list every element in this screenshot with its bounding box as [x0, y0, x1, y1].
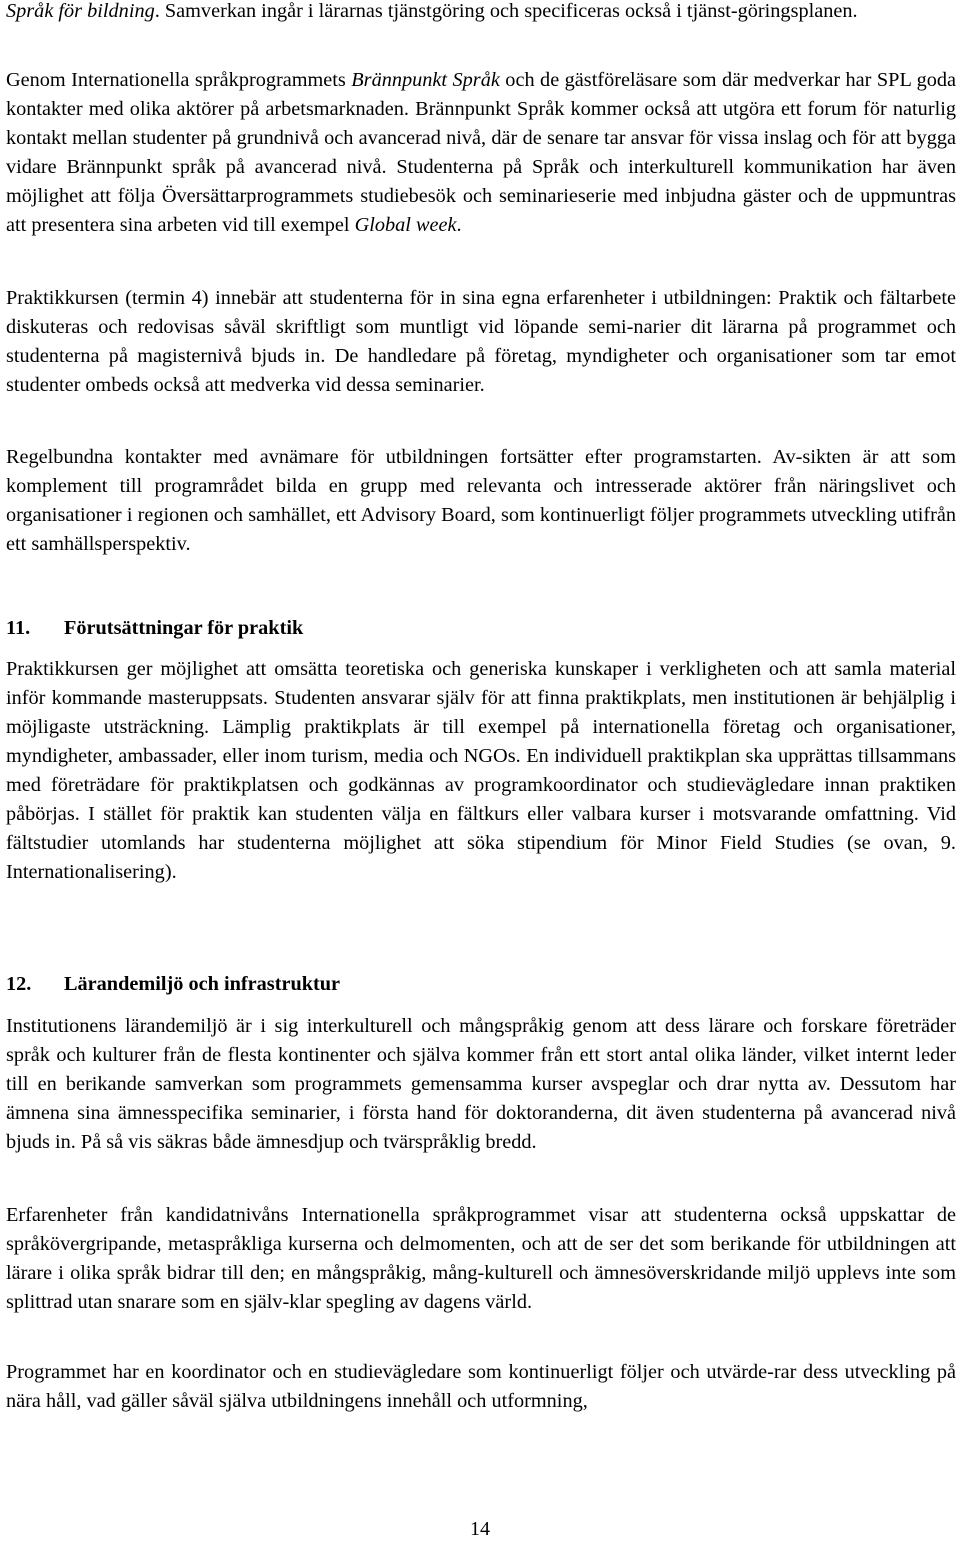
section-12-title: Lärandemiljö och infrastruktur	[64, 973, 341, 995]
paragraph-koordinator: Programmet har en koordinator och en studievägledare som kontinuerligt följer och utvärde-rar dess utveckling på nära håll, vad gäller såväl själva utbildningens innehåll och utformning,	[6, 1361, 956, 1412]
paragraph-praktikkursen-termin4: Praktikkursen (termin 4) innebär att studenterna för in sina egna erfarenheter i utbildningen: Praktik och fältarbete diskuteras och redovisas såväl skriftligt som muntligt vid löpande semi-narier dit lärarna på programmet och studenterna på magisternivå bjuds in. De handledare på företag, myndigheter och organisationer som tar emot studenter ombeds också att medverka vid dessa seminarier.	[6, 287, 956, 396]
paragraph-larandemiljo: Institutionens lärandemiljö är i sig interkulturell och mångspråkig genom att dess lärare och forskare företräder språk och kulturer från de flesta kontinenter och själva kommer från ett stort antal olika länder, vilket internt leder till en berikande samverkan som programmets gemensamma kurser avspeglar och drar nytta av. Dessutom har ämnena sina ämnesspecifika seminarier, i första hand för doktoranderna, dit även studenterna på avancerad nivå bjuds in. På så vis säkras både ämnesdjup och tvärspråklig bredd.	[6, 1015, 956, 1153]
paragraph-brannpunkt: Genom Internationella språkprogrammets Brännpunkt Språk och de gästföreläsare som där medverkar har SPL goda kontakter med olika aktörer på arbetsmarknaden. Brännpunkt Språk kommer också att utgöra ett forum för naturlig kontakt mellan studenter på grundnivå och avancerad nivå, där de senare tar ansvar för vissa inslag och för att bygga vidare Brännpunkt språk på avancerad nivå. Studenterna på Språk och interkulturell kommunikation har även möjlighet att följa Översättarprogrammets studiebesök och seminarieserie med inbjudna gäster och de uppmuntras att presentera sina arbeten vid till exempel Global week.	[6, 69, 956, 236]
section-11-title: Förutsättningar för praktik	[64, 617, 304, 639]
paragraph-forutsattningar-praktik: Praktikkursen ger möjlighet att omsätta teoretiska och generiska kunskaper i verkligheten och att samla material inför kommande masteruppsats. Studenten ansvarar själv för att finna praktikplats, men institutionen är behjälplig i möjligaste utsträckning. Lämplig praktikplats är till exempel på internationella företag och organisationer, myndigheter, ambassader, eller inom turism, media och NGOs. En individuell praktikplan ska upprättas tillsammans med företrädare för praktikplatsen och godkännas av programkoordinator och studievägledare innan praktiken påbörjas. I stället för praktik kan studenten välja en fältkurs eller valbara kurser i motsvarande omfattning. Vid fältstudier utomlands har studenterna möjlighet att söka stipendium för Minor Field Studies (se ovan, 9. Internationalisering).	[6, 658, 956, 883]
page-number: 14	[470, 1518, 490, 1540]
paragraph-continuation: Språk för bildning. Samverkan ingår i lärarnas tjänstgöring och specificeras också i tjänst-göringsplanen.	[6, 0, 858, 22]
section-12-number: 12.	[6, 973, 32, 995]
paragraph-regelbundna-kontakter: Regelbundna kontakter med avnämare för utbildningen fortsätter efter programstarten. Av-sikten är att som komplement till programrådet bilda en grupp med relevanta och intresserade aktörer från näringslivet och organisationer i regionen och samhället, ett Advisory Board, som kontinuerligt följer programmets utveckling utifrån ett samhällsperspektiv.	[6, 446, 956, 555]
section-11-heading	[6, 614, 956, 643]
section-12-heading	[6, 970, 956, 999]
italic-title-sprak-for-bildning: Språk för bildning	[6, 0, 155, 22]
paragraph-erfarenheter: Erfarenheter från kandidatnivåns Internationella språkprogrammet visar att studenterna också uppskattar de språkövergripande, metaspråkliga kurserna och delmomenten, och att de ser det som berikande för utbildningen att lärare i olika språk bidrar till den; en mångspråkig, mång-kulturell och ämnesöverskridande miljö upplevs inte som splittrad utan snarare som en själv-klar spegling av dagens värld.	[6, 1204, 956, 1313]
section-11-number: 11.	[6, 617, 31, 639]
italic-global-week: Global week	[354, 214, 457, 236]
italic-brannpunkt-sprak: Brännpunkt Språk	[351, 69, 500, 91]
